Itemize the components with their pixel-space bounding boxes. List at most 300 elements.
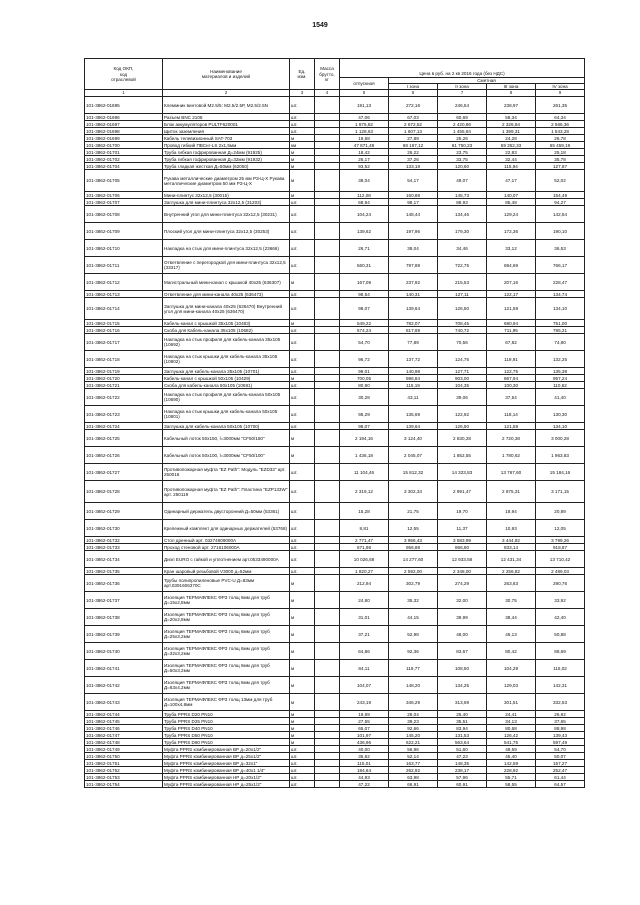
cell-unit: м — [290, 739, 315, 746]
cell-zone-2: 25,26 — [438, 135, 487, 142]
cell-zone-4: 26,92 — [536, 711, 585, 718]
cell-unit: шт. — [290, 298, 315, 320]
cell-zone-2: 127,11 — [438, 291, 487, 298]
cell-zone-3: 22,83 — [487, 149, 536, 156]
cell-zone-1: 302,79 — [389, 575, 438, 592]
cell-release-price: 18,42 — [340, 149, 389, 156]
cell-unit: шт. — [290, 240, 315, 257]
cell-release-price: 35,62 — [340, 753, 389, 760]
table-header — [85, 59, 585, 97]
cell-zone-4: 134,10 — [536, 423, 585, 430]
cell-release-price: 115,01 — [340, 760, 389, 767]
header-release-price: отпускная — [340, 78, 389, 90]
cell-mass — [315, 128, 340, 135]
cell-mass — [315, 192, 340, 199]
cell-release-price: 671,98 — [340, 544, 389, 551]
cell-unit: м — [290, 694, 315, 711]
cell-zone-4: 94,27 — [536, 199, 585, 206]
cell-zone-3: 104,29 — [487, 660, 536, 677]
cell-unit: шт. — [290, 368, 315, 375]
cell-name: Труба гибкая гофрированная Д=32мм (91932) — [163, 156, 290, 163]
cell-unit: шт. — [290, 97, 315, 114]
header-unit-line: изм. — [297, 74, 307, 80]
header-mass-line: кг — [325, 76, 329, 82]
cell-name: Кабель телевизионный SAT-703 — [163, 135, 290, 142]
cell-zone-1: 2 045,07 — [389, 447, 438, 464]
cell-release-price: 38,04 — [340, 170, 389, 192]
cell-zone-1: 39,23 — [389, 718, 438, 725]
cell-mass — [315, 660, 340, 677]
table-row — [85, 298, 585, 320]
cell-code: 101-3862-01705 — [85, 170, 163, 192]
table-row — [85, 368, 585, 375]
cell-release-price: 68,94 — [340, 199, 389, 206]
cell-zone-1: 3 124,40 — [389, 430, 438, 447]
cell-release-price: 8,81 — [340, 520, 389, 537]
cell-zone-3: 100,30 — [487, 382, 536, 389]
cell-unit: шт. — [290, 781, 315, 788]
cell-zone-1: 43,11 — [389, 389, 438, 406]
cell-zone-3: 80,42 — [487, 643, 536, 660]
cell-zone-1: 26,22 — [389, 149, 438, 156]
cell-code: 101-3862-01712 — [85, 274, 163, 291]
cell-name: Провод гибкий ПВСнг-LS 2х1,5мм — [163, 142, 290, 149]
cell-unit: шт. — [290, 568, 315, 575]
header-zone-4: IV зона — [536, 84, 585, 90]
cell-release-price: 167,09 — [340, 274, 389, 291]
table-row — [85, 149, 585, 156]
cell-zone-4: 3 171,15 — [536, 481, 585, 503]
cell-zone-3: 45,40 — [487, 753, 536, 760]
cell-zone-2: 70,56 — [438, 334, 487, 351]
cell-zone-1: 148,44 — [389, 206, 438, 223]
cell-zone-1: 139,64 — [389, 298, 438, 320]
cell-zone-1: 197,96 — [389, 223, 438, 240]
table-row — [85, 351, 585, 368]
cell-zone-4: 228,47 — [536, 274, 585, 291]
cell-name: Накладка на стык профиля для кабель-канала 35х105 (10692) — [163, 334, 290, 351]
cell-name: Одинарный держатель двусторонний Д=50мм (53361) — [163, 503, 290, 520]
cell-zone-2: 722,75 — [438, 257, 487, 274]
cell-zone-4: 751,00 — [536, 320, 585, 327]
cell-zone-3: 867,94 — [487, 375, 536, 382]
cell-code: 101-3862-01753 — [85, 774, 163, 781]
cell-zone-3: 129,03 — [487, 677, 536, 694]
cell-zone-3: 3 444,82 — [487, 537, 536, 544]
table-row — [85, 503, 585, 520]
cell-zone-4: 132,25 — [536, 351, 585, 368]
cell-unit: м — [290, 609, 315, 626]
cell-mass — [315, 142, 340, 149]
cell-zone-4: 64,34 — [536, 114, 585, 121]
cell-code: 101-3862-01721 — [85, 382, 163, 389]
cell-unit: м — [290, 274, 315, 291]
table-row — [85, 97, 585, 114]
table-row — [85, 568, 585, 575]
cell-zone-2: 274,29 — [438, 575, 487, 592]
table-row — [85, 481, 585, 503]
cell-zone-2: 2 991,47 — [438, 481, 487, 503]
table-row — [85, 677, 585, 694]
cell-zone-3: 833,14 — [487, 544, 536, 551]
cell-zone-1: 44,15 — [389, 609, 438, 626]
table-row — [85, 406, 585, 423]
cell-code: 101-3862-01734 — [85, 551, 163, 568]
cell-unit: шт. — [290, 464, 315, 481]
table-row — [85, 660, 585, 677]
cell-name: Магистральный мини-канал с крышкой 40х25 (636307) — [163, 274, 290, 291]
header-code-line: Код ОКП, — [113, 66, 134, 72]
cell-unit: шт. — [290, 760, 315, 767]
cell-zone-2: 246,54 — [438, 97, 487, 114]
cell-zone-2: 60,91 — [438, 781, 487, 788]
cell-mass — [315, 368, 340, 375]
cell-zone-3: 121,59 — [487, 298, 536, 320]
cell-zone-2: 33,75 — [438, 156, 487, 163]
table-row — [85, 274, 585, 291]
cell-zone-4: 2 566,36 — [536, 121, 585, 128]
cell-release-price: 436,96 — [340, 739, 389, 746]
cell-zone-2: 127,71 — [438, 368, 487, 375]
cell-zone-3: 126,42 — [487, 732, 536, 739]
cell-unit: шт. — [290, 551, 315, 568]
cell-release-price: 1 875,82 — [340, 121, 389, 128]
cell-zone-1: 140,31 — [389, 291, 438, 298]
cell-zone-3: 301,51 — [487, 694, 536, 711]
cell-name: Кран шаровый резьбовой V3000 д=52мм — [163, 568, 290, 575]
cell-zone-1: 137,72 — [389, 351, 438, 368]
cell-mass — [315, 170, 340, 192]
cell-mass — [315, 206, 340, 223]
cell-mass — [315, 423, 340, 430]
cell-zone-3: 122,17 — [487, 291, 536, 298]
cell-unit: шт. — [290, 423, 315, 430]
table-body — [85, 97, 585, 788]
cell-zone-4: 190,10 — [536, 223, 585, 240]
cell-name: Накладка на стык крышки для кабель-канала 50х105 (10801) — [163, 406, 290, 423]
cell-name: Изоляция ТЕРМАФЛЕКС ФРЗ толщ 13мм для труб Д=100х4,8мм — [163, 694, 290, 711]
cell-code: 101-3862-01742 — [85, 677, 163, 694]
cell-name: Накладка на стык крышки для кабель-канала 35х105 (10802) — [163, 351, 290, 368]
cell-mass — [315, 351, 340, 368]
cell-zone-3: 2 875,31 — [487, 481, 536, 503]
cell-name: Стол дренный арт. 03274609000A — [163, 537, 290, 544]
cell-zone-4: 3 000,28 — [536, 430, 585, 447]
cell-mass — [315, 781, 340, 788]
cell-zone-1: 35,32 — [389, 592, 438, 609]
cell-unit: км — [290, 142, 315, 149]
cell-mass — [315, 223, 340, 240]
table-row — [85, 626, 585, 643]
cell-unit: шт. — [290, 206, 315, 223]
cell-release-price: 24,80 — [340, 592, 389, 609]
table-row — [85, 520, 585, 537]
cell-zone-1: 77,89 — [389, 334, 438, 351]
cell-unit: м — [290, 447, 315, 464]
cell-name: Заглушка для кабель-канала 50х105 (10700) — [163, 423, 290, 430]
cell-zone-1: 52,98 — [389, 626, 438, 643]
column-number: 4 — [315, 90, 340, 97]
cell-name: Труба PPRS D40 PN10 — [163, 725, 290, 732]
cell-zone-2: 3 583,99 — [438, 537, 487, 544]
cell-zone-4: 110,62 — [536, 382, 585, 389]
cell-mass — [315, 575, 340, 592]
cell-unit: шт. — [290, 767, 315, 774]
cell-name: Изоляция ТЕРМАФЛЕКС ФРЗ толщ 6мм для труб Д=63х4,2мм — [163, 677, 290, 694]
cell-unit: шт. — [290, 334, 315, 351]
cell-code: 101-3862-01723 — [85, 406, 163, 423]
cell-code: 101-3862-01728 — [85, 481, 163, 503]
cell-mass — [315, 592, 340, 609]
cell-zone-3: 238,97 — [487, 97, 536, 114]
table-row — [85, 163, 585, 170]
cell-zone-1: 15 812,32 — [389, 464, 438, 481]
cell-code: 101-3862-01750 — [85, 753, 163, 760]
header-name-line: материалов и изделий — [201, 74, 251, 80]
cell-code: 101-3862-01740 — [85, 643, 163, 660]
cell-zone-3: 263,63 — [487, 575, 536, 592]
table-row — [85, 718, 585, 725]
cell-mass — [315, 298, 340, 320]
cell-zone-2: 11,37 — [438, 520, 487, 537]
cell-mass — [315, 767, 340, 774]
cell-zone-2: 39,99 — [438, 609, 487, 626]
cell-release-price: 26,71 — [340, 240, 389, 257]
cell-release-price: 95,29 — [340, 406, 389, 423]
cell-release-price: 560,31 — [340, 257, 389, 274]
cell-zone-3: 2 326,94 — [487, 121, 536, 128]
cell-code: 101-3862-01751 — [85, 760, 163, 767]
cell-zone-4: 54,70 — [536, 746, 585, 753]
cell-release-price: 26,17 — [340, 156, 389, 163]
cell-release-price: 19,69 — [340, 711, 389, 718]
cell-zone-3: 80,68 — [487, 725, 536, 732]
cell-unit: шт. — [290, 382, 315, 389]
cell-code: 101-3862-01744 — [85, 711, 163, 718]
cell-unit: м — [290, 170, 315, 192]
table-row — [85, 732, 585, 739]
cell-unit: шт. — [290, 327, 315, 334]
cell-zone-2: 238,17 — [438, 767, 487, 774]
cell-mass — [315, 135, 340, 142]
column-number: 7 — [438, 90, 487, 97]
cell-zone-4: 26,78 — [536, 135, 585, 142]
cell-code: 101-3862-01724 — [85, 423, 163, 430]
cell-unit: м — [290, 677, 315, 694]
cell-zone-4: 20,89 — [536, 503, 585, 520]
cell-mass — [315, 382, 340, 389]
cell-name: Внутренний угол для мини-плинтуса 32х12,5 (30231) — [163, 206, 290, 223]
cell-mass — [315, 711, 340, 718]
cell-unit: м — [290, 660, 315, 677]
header-zone-2: II зона — [438, 84, 487, 90]
cell-unit: шт. — [290, 128, 315, 135]
cell-zone-1: 622,21 — [389, 739, 438, 746]
column-number-row — [85, 90, 585, 97]
cell-code: 101-3862-01706 — [85, 192, 163, 199]
cell-code: 101-3862-01754 — [85, 781, 163, 788]
cell-release-price: 98,07 — [340, 298, 389, 320]
table-row — [85, 199, 585, 206]
cell-zone-2: 179,30 — [438, 223, 487, 240]
cell-mass — [315, 327, 340, 334]
cell-zone-1: 140,98 — [389, 368, 438, 375]
cell-zone-3: 58,34 — [487, 114, 536, 121]
header-estimate-price: Сметная — [389, 78, 585, 84]
cell-unit: шт. — [290, 774, 315, 781]
cell-code: 101-3862-01743 — [85, 694, 163, 711]
cell-unit: шт. — [290, 223, 315, 240]
cell-mass — [315, 156, 340, 163]
table-row — [85, 334, 585, 351]
cell-zone-2: 124,76 — [438, 351, 487, 368]
table-row — [85, 142, 585, 149]
cell-code: 101-3862-01704 — [85, 163, 163, 170]
cell-code: 101-3862-01717 — [85, 334, 163, 351]
cell-release-price: 47 871,48 — [340, 142, 389, 149]
cell-code: 101-3862-01732 — [85, 537, 163, 544]
cell-unit: шт. — [290, 199, 315, 206]
cell-zone-4: 52,02 — [536, 170, 585, 192]
cell-zone-2: 866,80 — [438, 544, 487, 551]
column-number: 3 — [290, 90, 315, 97]
cell-zone-4: 766,17 — [536, 257, 585, 274]
cell-zone-3: 172,36 — [487, 223, 536, 240]
cell-code: 101-3862-01726 — [85, 447, 163, 464]
cell-zone-3: 38,44 — [487, 609, 536, 626]
cell-zone-2: 88,93 — [438, 199, 487, 206]
cell-code: 101-3862-01749 — [85, 746, 163, 753]
table-row — [85, 192, 585, 199]
cell-zone-1: 3 302,34 — [389, 481, 438, 503]
cell-zone-1: 135,69 — [389, 406, 438, 423]
cell-zone-2: 48,00 — [438, 626, 487, 643]
column-number: 9 — [536, 90, 585, 97]
cell-zone-3: 34,13 — [487, 718, 536, 725]
cell-unit: м — [290, 320, 315, 327]
cell-zone-1: 21,75 — [389, 503, 438, 520]
cell-release-price: 64,86 — [340, 643, 389, 660]
cell-code: 101-3862-01725 — [85, 430, 163, 447]
cell-zone-1: 817,69 — [389, 327, 438, 334]
cell-name: Плоский угол для мини-плинтуса 32х12,5 (30253) — [163, 223, 290, 240]
cell-release-price: 47,22 — [340, 781, 389, 788]
cell-zone-1: 38,04 — [389, 240, 438, 257]
header-unit — [290, 59, 315, 90]
table-row — [85, 128, 585, 135]
cell-mass — [315, 739, 340, 746]
cell-name: Муфта PPRS комбинированная ВР д=32х1" — [163, 760, 290, 767]
cell-unit: шт. — [290, 503, 315, 520]
cell-mass — [315, 626, 340, 643]
cell-code: 101-3862-01697 — [85, 121, 163, 128]
cell-mass — [315, 375, 340, 382]
table-row — [85, 327, 585, 334]
cell-name: Трубы полипропиленовые PVC-U Д=83мм арт.0391606370C — [163, 575, 290, 592]
cell-zone-4: 115,02 — [536, 660, 585, 677]
cell-mass — [315, 718, 340, 725]
header-code — [85, 59, 163, 90]
header-code-line: код — [119, 71, 128, 77]
cell-name: Клеммник винтовой М2.5/5: М2.5/2.5Р, М2.5/2.5N — [163, 97, 290, 114]
cell-name: Накладка на стык профиля для кабель-канала 50х105 (10690) — [163, 389, 290, 406]
cell-unit: м — [290, 135, 315, 142]
cell-name: Кабельный лоток 50х100, l=3000мм "CF50/100" — [163, 447, 290, 464]
cell-mass — [315, 199, 340, 206]
cell-zone-2: 14 323,83 — [438, 464, 487, 481]
cell-mass — [315, 694, 340, 711]
cell-code: 101-3862-01730 — [85, 520, 163, 537]
cell-zone-4: 88,98 — [536, 725, 585, 732]
cell-name: Труба PPRS D50 PN10 — [163, 732, 290, 739]
cell-name: Муфта PPRS комбинированная НР д=20х1/2" — [163, 774, 290, 781]
cell-zone-4: 15 184,16 — [536, 464, 585, 481]
cell-name: Заглушка для кабель-канала 35х105 (10701) — [163, 368, 290, 375]
cell-zone-2: 108,50 — [438, 660, 487, 677]
cell-mass — [315, 320, 340, 327]
cell-zone-2: 32,00 — [438, 592, 487, 609]
cell-name: Щиток заземления — [163, 128, 290, 135]
cell-unit: м — [290, 732, 315, 739]
cell-code: 101-3862-01707 — [85, 199, 163, 206]
cell-name: Труба гладкая жесткая Д=50мм (62050) — [163, 163, 290, 170]
cell-mass — [315, 114, 340, 121]
cell-unit: м — [290, 156, 315, 163]
cell-zone-4: 290,76 — [536, 575, 585, 592]
cell-unit: шт. — [290, 406, 315, 423]
cell-code: 101-3862-01715 — [85, 320, 163, 327]
cell-name: Проход стеновой арт. 2716106000A — [163, 544, 290, 551]
cell-name: Крепежный комплект для одинарных держателей (53768) — [163, 520, 290, 537]
table-row — [85, 423, 585, 430]
cell-zone-3: 30,75 — [487, 592, 536, 609]
cell-zone-4: 3 799,26 — [536, 537, 585, 544]
cell-mass — [315, 121, 340, 128]
cell-zone-1: 139,64 — [389, 423, 438, 430]
cell-release-price: 98,07 — [340, 423, 389, 430]
cell-zone-2: 60,69 — [438, 114, 487, 121]
cell-name: Труба гибкая гофрированная Д=24мм (91925) — [163, 149, 290, 156]
cell-zone-4: 12,05 — [536, 520, 585, 537]
cell-zone-4: 35,78 — [536, 156, 585, 163]
cell-release-price: 19,58 — [340, 135, 389, 142]
cell-unit: шт. — [290, 481, 315, 503]
cell-mass — [315, 544, 340, 551]
cell-release-price: 101,97 — [340, 732, 389, 739]
cell-zone-4: 2 489,03 — [536, 568, 585, 575]
cell-zone-2: 19,70 — [438, 503, 487, 520]
header-mass-line: Масса — [320, 66, 334, 72]
cell-name: Муфта PPRS комбинированная НР д=25х1/2" — [163, 781, 290, 788]
cell-mass — [315, 520, 340, 537]
cell-zone-1: 346,29 — [389, 694, 438, 711]
table-row — [85, 156, 585, 163]
cell-code: 101-3862-01729 — [85, 503, 163, 520]
cell-code: 101-3862-01745 — [85, 718, 163, 725]
cell-zone-2: 126,50 — [438, 298, 487, 320]
cell-zone-4: 33,92 — [536, 592, 585, 609]
table-row — [85, 746, 585, 753]
cell-zone-1: 63,98 — [389, 774, 438, 781]
cell-zone-2: 83,94 — [438, 725, 487, 732]
cell-mass — [315, 760, 340, 767]
cell-code: 101-3862-01700 — [85, 142, 163, 149]
cell-release-price: 1 128,63 — [340, 128, 389, 135]
cell-zone-1: 98,17 — [389, 199, 438, 206]
cell-unit: м — [290, 592, 315, 609]
cell-zone-1: 782,07 — [389, 320, 438, 327]
table-row — [85, 430, 585, 447]
